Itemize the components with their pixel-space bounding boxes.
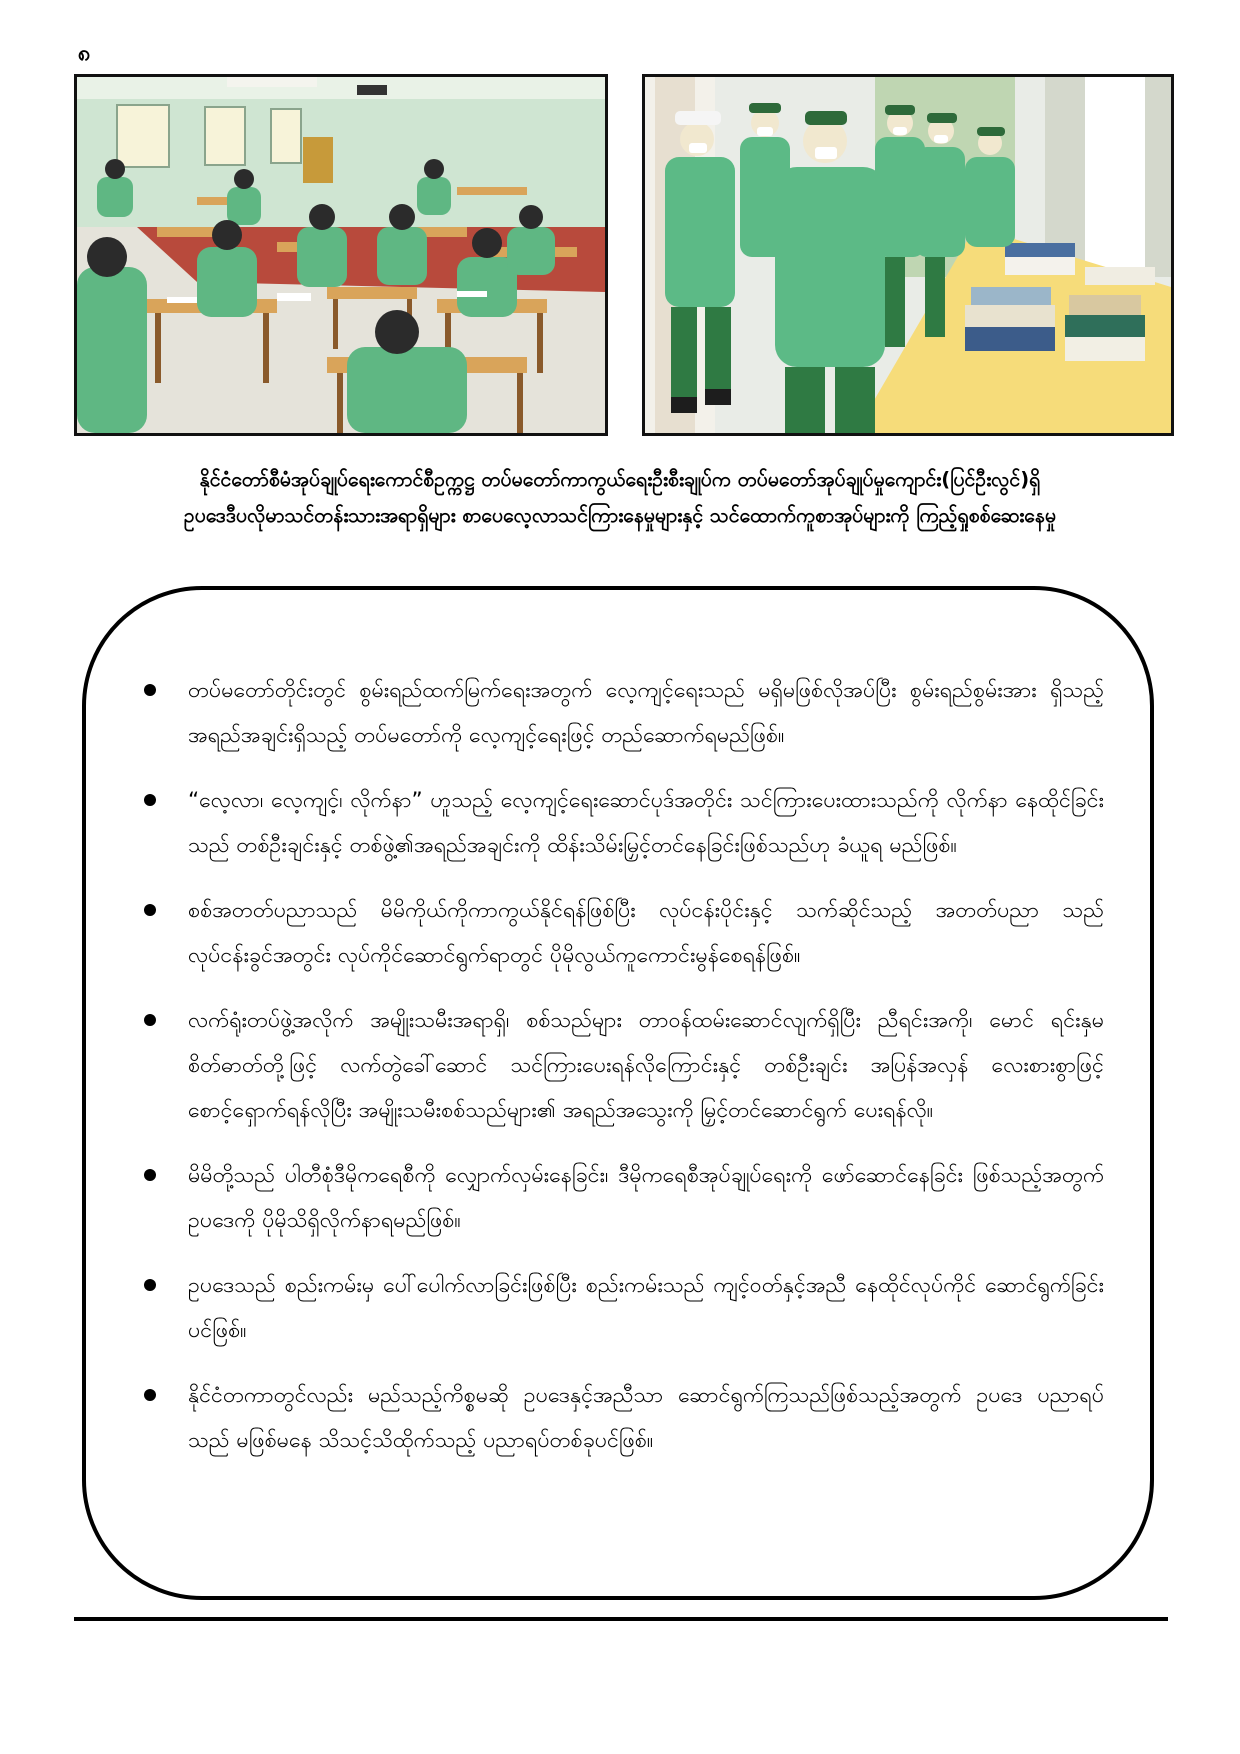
- footer-divider: [74, 1617, 1168, 1621]
- bullet-item: [144, 998, 1104, 1133]
- bullet-dot-icon: [144, 1169, 156, 1181]
- bullet-text: မိမိတို့သည် ပါတီစုံဒီမိုကရေစီကို လျှောက်လှမ်းနေခြင်း၊ ဒီမိုကရေစီအုပ်ချုပ်ရေးကို ဖော်ဆောင်နေခြင်း ဖြစ်သည့်အတွက် ဥပဒေကို ပိုမိုသိရှိလိုက်နာရမည်ဖြစ်။: [188, 1163, 1104, 1233]
- bullet-dot-icon: [144, 794, 156, 806]
- bullet-item: [144, 1153, 1104, 1243]
- caption-line-2: ဥပဒေဒီပလိုမာသင်တန်းသားအရာရှိများ စာပေလေ့လာသင်ကြားနေမှုများနှင့် သင်ထောက်ကူစာအုပ်များကို ကြည့်ရှုစစ်ဆေးနေမှု: [183, 504, 1057, 527]
- book-exhibition-inspection-photo: [642, 74, 1174, 436]
- bullet-text: တပ်မတော်တိုင်းတွင် စွမ်းရည်ထက်မြက်ရေးအတွက် လေ့ကျင့်ရေးသည် မရှိမဖြစ်လိုအပ်ပြီး စွမ်းရည်စွမ်းအား ရှိသည့် အရည်အချင်းရှိသည့် တပ်မတော်ကို လေ့ကျင့်ရေးဖြင့် တည်ဆောက်ရမည်ဖြစ်။: [188, 678, 1104, 748]
- bullet-dot-icon: [144, 1279, 156, 1291]
- key-points-panel: [82, 586, 1154, 1600]
- classroom-illustration: [77, 77, 605, 433]
- bullet-item: [144, 778, 1104, 868]
- bullet-list: [144, 668, 1104, 1483]
- bullet-dot-icon: [144, 1389, 156, 1401]
- bullet-text: “လေ့လာ၊ လေ့ကျင့်၊ လိုက်နာ” ဟူသည့် လေ့ကျင့်ရေးဆောင်ပုဒ်အတိုင်း သင်ကြားပေးထားသည်ကို လိုက်နာ နေထိုင်ခြင်းသည် တစ်ဦးချင်းနှင့် တစ်ဖွဲ့၏အရည်အချင်းကို ထိန်းသိမ်းမြှင့်တင်နေခြင်းဖြစ်သည်ဟု ခံယူရ မည်ဖြစ်။: [188, 788, 1104, 858]
- bullet-item: [144, 1373, 1104, 1463]
- page-number: ၈: [78, 41, 91, 66]
- bullet-dot-icon: [144, 1014, 156, 1026]
- bullet-item: [144, 668, 1104, 758]
- bullet-text: လက်ရုံးတပ်ဖွဲ့အလိုက် အမျိုးသမီးအရာရှိ၊ စစ်သည်များ တာဝန်ထမ်းဆောင်လျက်ရှိပြီး ညီရင်းအကို၊ မောင် ရင်းနှမစိတ်ဓာတ်တို့ဖြင့် လက်တွဲခေါ်ဆောင် သင်ကြားပေးရန်လိုကြောင်းနှင့် တစ်ဦးချင်း အပြန်အလှန် လေးစားစွာဖြင့် စောင့်ရှောက်ရန်လိုပြီး အမျိုးသမီးစစ်သည်များ၏ အရည်အသွေးကို မြှင့်တင်ဆောင်ရွက် ပေးရန်လို။: [188, 1008, 1104, 1123]
- bullet-text: စစ်အတတ်ပညာသည် မိမိကိုယ်ကိုကာကွယ်နိုင်ရန်ဖြစ်ပြီး လုပ်ငန်းပိုင်းနှင့် သက်ဆိုင်သည့် အတတ်ပညာ သည် လုပ်ငန်းခွင်အတွင်း လုပ်ကိုင်ဆောင်ရွက်ရာတွင် ပိုမိုလွယ်ကူကောင်းမွန်စေရန်ဖြစ်။: [188, 898, 1104, 968]
- bullet-dot-icon: [144, 684, 156, 696]
- bullet-item: [144, 1263, 1104, 1353]
- photo-caption: [80, 462, 1160, 534]
- bullet-text: ဥပဒေသည် စည်းကမ်းမှ ပေါ်ပေါက်လာခြင်းဖြစ်ပြီး စည်းကမ်းသည် ကျင့်ဝတ်နှင့်အညီ နေထိုင်လုပ်ကိုင် ဆောင်ရွက်ခြင်းပင်ဖြစ်။: [188, 1273, 1104, 1343]
- bullet-item: [144, 888, 1104, 978]
- caption-line-1: နိုင်ငံတော်စီမံအုပ်ချုပ်ရေးကောင်စီဥက္ကဋ္ဌ တပ်မတော်ကာကွယ်ရေးဦးစီးချုပ်က တပ်မတော်အုပ်ချုပ်မှုကျောင်း(ပြင်ဦးလွင်)ရှိ: [199, 468, 1041, 491]
- bullet-dot-icon: [144, 904, 156, 916]
- classroom-exam-photo: [74, 74, 608, 436]
- inspection-illustration: [645, 77, 1171, 433]
- bullet-text: နိုင်ငံတကာတွင်လည်း မည်သည့်ကိစ္စမဆို ဥပဒေနှင့်အညီသာ ဆောင်ရွက်ကြသည်ဖြစ်သည့်အတွက် ဥပဒေ ပညာရပ်သည် မဖြစ်မနေ သိသင့်သိထိုက်သည့် ပညာရပ်တစ်ခုပင်ဖြစ်။: [188, 1383, 1104, 1453]
